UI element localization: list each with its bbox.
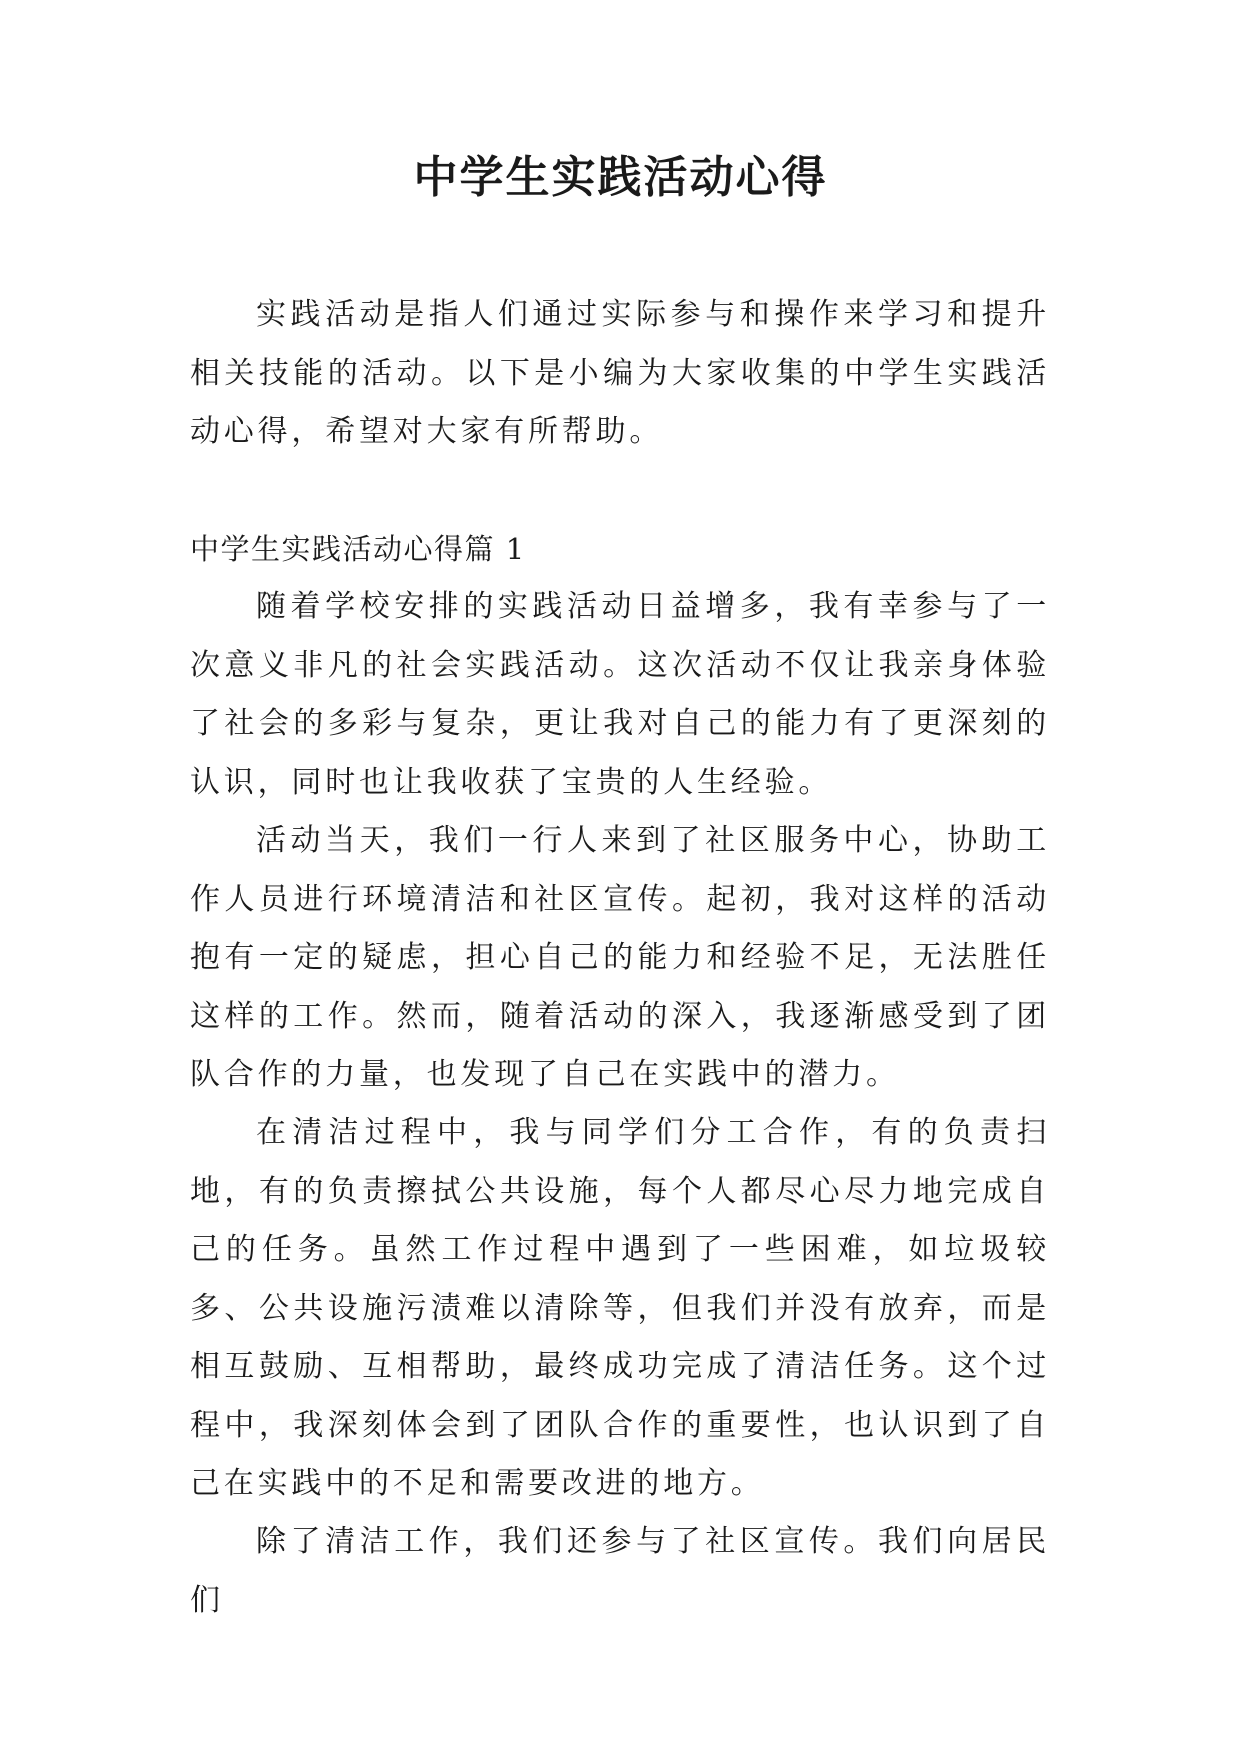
body-paragraph: 随着学校安排的实践活动日益增多，我有幸参与了一次意义非凡的社会实践活动。这次活动不仅让我亲身体验了社会的多彩与复杂，更让我对自己的能力有了更深刻的认识，同时也让我收获了宝贵的人生经验。	[190, 589, 1050, 800]
section-heading: 中学生实践活动心得篇 1	[190, 532, 526, 566]
document-title: 中学生实践活动心得	[413, 152, 828, 203]
body-paragraph: 活动当天，我们一行人来到了社区服务中心，协助工作人员进行环境清洁和社区宣传。起初，我对这样的活动抱有一定的疑虑，担心自己的能力和经验不足，无法胜任这样的工作。然而，随着活动的深入，我逐渐感受到了团队合作的力量，也发现了自己在实践中的潜力。	[190, 823, 1050, 1092]
intro-paragraph: 实践活动是指人们通过实际参与和操作来学习和提升相关技能的活动。以下是小编为大家收集的中学生实践活动心得，希望对大家有所帮助。	[190, 297, 1050, 449]
body-paragraph: 除了清洁工作，我们还参与了社区宣传。我们向居民们	[190, 1524, 1050, 1618]
body-paragraph: 在清洁过程中，我与同学们分工合作，有的负责扫地，有的负责擦拭公共设施，每个人都尽心尽力地完成自己的任务。虽然工作过程中遇到了一些困难，如垃圾较多、公共设施污渍难以清除等，但我们并没有放弃，而是相互鼓励、互相帮助，最终成功完成了清洁任务。这个过程中，我深刻体会到了团队合作的重要性，也认识到了自己在实践中的不足和需要改进的地方。	[190, 1115, 1050, 1501]
